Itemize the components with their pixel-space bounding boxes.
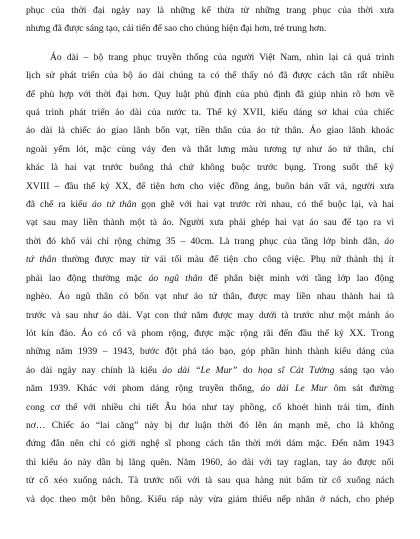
italic-text: họa sĩ Cát Tường <box>258 364 335 376</box>
text-line <box>26 472 394 490</box>
text-line <box>26 233 394 251</box>
text-line <box>26 67 394 85</box>
text-line <box>26 491 394 509</box>
text-run: khác là hai vạt trước buông thả chứ không buộc trước bụng. Trong suốt thế kỷ <box>26 162 394 174</box>
text-line <box>26 380 394 398</box>
text-run: áo dài là chiếc áo giao lãnh bốn vạt, tiền thân của áo tứ thân. Áo giao lãnh khoác <box>26 125 394 137</box>
text-run: sáng tạo vào <box>334 364 394 376</box>
text-run: ôm sát đường <box>327 383 394 395</box>
italic-text: áo ngũ thân <box>148 272 203 284</box>
text-line <box>26 20 394 38</box>
text-run: quá trình phát triển áo dài của nước ta. Thế kỷ XVII, kiểu dáng sơ khai của chiếc <box>26 107 394 119</box>
text-run: để phân biệt mình với tầng lớp lao động <box>202 272 394 284</box>
text-run: lót kín đáo. Áo có cổ và phom rộng, được mặc rộng rãi đến đầu thế kỷ XX. Trong <box>26 327 394 339</box>
text-run: đứng đắn nên chỉ có giới nghệ sĩ phong cách tân thời mới dám mặc. Đến năm 1943 <box>26 438 394 450</box>
text-run: do <box>237 364 259 376</box>
italic-text: áo <box>384 235 394 247</box>
text-line <box>26 288 394 306</box>
paragraph-2 <box>26 49 394 509</box>
text-line <box>26 159 394 177</box>
text-run: XVIII – đầu thế kỷ XX, để tiện hơn cho việc đồng áng, buôn bán vất vả, người xưa <box>26 180 394 192</box>
text-line <box>26 49 394 67</box>
text-run: phục của thời đại ngày nay là những kế thừa từ những trang phục của thời xưa <box>26 5 394 16</box>
text-run: những năm 1939 – 1943, bước đột phá táo bạo, góp phần hình thành kiểu dáng của <box>26 346 394 358</box>
italic-text: áo dài Le Mur <box>260 383 328 395</box>
text-run: để phù hợp với thời đại hơn. Quy luật phủ định của phủ định đã giúp nhìn rõ hơn về <box>26 88 394 100</box>
text-line <box>26 435 394 453</box>
text-run: và dọc theo một bên hông. Kiểu ráp này vừa giảm thiểu nếp nhăn ở nách, cho phép <box>26 493 394 505</box>
text-run: cong cơ thể với nhiều chi tiết Âu hóa như tay phồng, cổ khoét hình trái tim, đính <box>26 401 394 413</box>
text-run: vạt sau may liền thành một tà áo. Người xưa phải ghép hai vạt áo sau để tạo ra vì <box>26 217 394 229</box>
text-run: phải lao động thường mặc <box>26 272 149 284</box>
paragraph-1 <box>26 2 394 39</box>
text-line <box>26 86 394 104</box>
text-run: thì kiểu áo này dần bị lãng quên. Năm 1960, áo dài với tay raglan, tay áo được nối <box>26 456 394 468</box>
text-line <box>26 399 394 417</box>
text-line <box>26 196 394 214</box>
text-run: nghèo. Áo ngũ thân có bốn vạt như áo tứ thân, được may liền nhau thành hai tà <box>26 291 394 303</box>
text-run: áo dài ngày nay chính là kiểu <box>26 364 163 376</box>
text-run: thời đó khổ vải chỉ rộng chừng 35 – 40cm. Là trang phục của tầng lớp bình dân, <box>26 235 385 247</box>
text-line <box>26 454 394 472</box>
text-run: từ cổ xéo xuống nách. Tà trước nối với tà sau qua hàng nút bấm từ cổ xuống nách <box>26 475 394 487</box>
text-line <box>26 214 394 232</box>
text-run: đã chế ra kiểu <box>26 199 93 211</box>
text-line <box>26 362 394 380</box>
text-line <box>26 141 394 159</box>
text-run: gọn ghẽ với hai vạt trước rời nhau, có thể buộc lại, và hai <box>136 199 395 211</box>
text-run: trước và sau như áo dài. Vạt con thứ năm được may dưới tà trước như một mảnh áo <box>26 309 394 321</box>
text-line <box>26 325 394 343</box>
text-run: nhưng đã được sáng tạo, cải tiến để sao cho chúng hiện đại hơn, trẻ trung hơn. <box>26 23 327 35</box>
text-line <box>26 343 394 361</box>
text-line <box>26 2 394 20</box>
italic-text: áo dài “Le Mur” <box>162 364 238 376</box>
text-run: ngoài yếm lót, mặc cùng váy đen và thắt lưng màu tương tự như áo tứ thân, chỉ <box>26 143 394 155</box>
italic-text: tứ thân <box>26 254 57 266</box>
italic-text: áo tứ thân <box>92 199 137 211</box>
text-run: thường được may từ vải tối màu để tiện cho công việc. Phụ nữ thành thị ít <box>56 254 395 266</box>
text-line <box>26 307 394 325</box>
text-run: nơ… Chiếc áo “lai căng” này bị dư luận thời đó lên án mạnh mẽ, cho là không <box>26 419 394 431</box>
text-run: lịch sử phát triển của bộ áo dài chúng ta có thể thấy nó đã được cách tân rất nhiều <box>26 70 394 82</box>
text-line <box>26 270 394 288</box>
text-line <box>26 122 394 140</box>
text-line <box>26 251 394 269</box>
text-run: Áo dài – bộ trang phục truyền thống của người Việt Nam, nhìn lại cả quá trình <box>50 51 394 63</box>
text-run: năm 1939. Khác với phom dáng rộng truyền thống, <box>26 383 261 395</box>
document-body <box>26 2 394 509</box>
text-line <box>26 104 394 122</box>
text-line <box>26 178 394 196</box>
text-line <box>26 417 394 435</box>
